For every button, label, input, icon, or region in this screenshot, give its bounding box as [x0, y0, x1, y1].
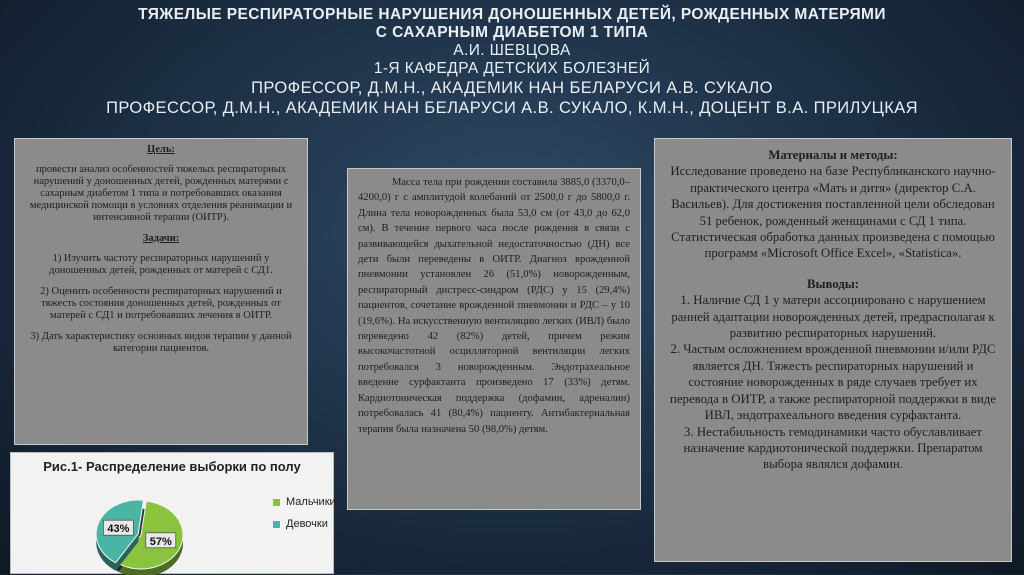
poster-header: [30, 6, 994, 118]
conclusion-3: 3. Нестабильность гемодинамики часто обуславливает назначение кардиотонической поддержки. Препаратом выбора являлся дофамин.: [683, 424, 983, 472]
task-3: 3) Дать характеристику основных видов терапии у данной категории пациентов.: [30, 331, 292, 354]
task-2: 2) Оценить особенности респираторных нарушений и тяжесть состояния доношенных детей, рожденных от матерей с СД1 и потребовавших лечения в ОИТР.: [40, 286, 282, 321]
chart-title: Рис.1- Распределение выборки по полу: [43, 459, 301, 474]
department: 1-Я КАФЕДРА ДЕТСКИХ БОЛЕЗНЕЙ: [373, 60, 651, 77]
pie-data-label-girls: [103, 520, 133, 535]
author-name: А.И. ШЕВЦОВА: [453, 42, 571, 59]
legend-label-boys: Мальчики: [286, 496, 336, 508]
conclusion-1: 1. Наличие СД 1 у матери ассоциировано с нарушением ранней адаптации новорожденных детей, предрасполагая к развитию респираторных нарушений.: [671, 293, 995, 341]
results-panel: [347, 168, 641, 510]
legend-item-girls: [273, 513, 336, 535]
svg-text:43%: 43%: [107, 523, 130, 536]
task-1: 1) Изучить частоту респираторных нарушений у доношенных детей, рожденных от матерей с СД1.: [49, 253, 273, 276]
conclusions-list: [667, 292, 999, 472]
title-line-2: С САХАРНЫМ ДИАБЕТОМ 1 ТИПА: [375, 24, 649, 41]
methods-panel: [654, 138, 1012, 562]
legend-label-girls: Девочки: [286, 518, 328, 530]
goals-panel: [14, 138, 308, 445]
svg-text:57%: 57%: [149, 535, 172, 548]
supervisor-2: ПРОФЕССОР, Д.М.Н., АКАДЕМИК НАН БЕЛАРУСИ А.В. СУКАЛО, К.М.Н., ДОЦЕНТ В.А. ПРИЛУЦКАЯ: [106, 99, 918, 117]
chart-legend: [273, 491, 336, 535]
tasks-heading: Задачи:: [142, 233, 180, 244]
results-text: Масса тела при рождении составила 3885,0 (3370,0–4200,0) г с амплитудой колебаний от 2500,0 г до 5800,0 г. Длина тела новорожденных была 53,0 см (от 43,0 до 62,0 см). В течение первого часа после рождения в связи с развивающейся дыхательной недостаточностью (ДН) все дети были переведены в ОИТР. Диагноз врожденной пневмонии установлен 26 (51,0%) новорожденным, респираторный дистресс-синдром (РДС) у 15 (29,4%) пациентов, сочетание врожденной пневмонии и РДС – у 10 (19,6%). На искусственную вентиляцию легких (ИВЛ) было переведено 42 (82%) детей, причем режим высокочастотной осцилляторной вентиляции легких потребовался 3 новорожденным. Эндотрахеальное введение сурфактанта произведено 17 (33%) детям. Кардиотоническая поддержка (дофамин, адреналин) потребовалась 41 (80,4%) пациенту. Антибактериальная терапия была назначена 50 (98,0%) детям.: [358, 177, 630, 435]
supervisor-1: ПРОФЕССОР, Д.М.Н., АКАДЕМИК НАН БЕЛАРУСИ А.В. СУКАЛО: [251, 79, 773, 97]
goal-text: провести анализ особенностей тяжелых респираторных нарушений у доношенных детей, рожденных матерями с сахарным диабетом 1 типа и потребовавших оказания медицинской помощи в условиях отделения реанимации и интенсивной терапии (ОИТР).: [29, 164, 293, 223]
conclusion-2: 2. Частым осложнением врожденной пневмонии и/или РДС является ДН. Тяжесть респираторных нарушений и состояние новорожденных в ряде случаев требует их перевода в ОИТР, а также респираторной поддержки в виде ИВЛ, эндотрахеального введения сурфактанта.: [670, 342, 996, 423]
pie-data-label-boys: [146, 533, 176, 548]
goal-heading: Цель:: [147, 144, 175, 155]
legend-swatch-boys: [273, 499, 280, 506]
title-line-1: ТЯЖЕЛЫЕ РЕСПИРАТОРНЫЕ НАРУШЕНИЯ ДОНОШЕННЫХ ДЕТЕЙ, РОЖДЕННЫХ МАТЕРЯМИ: [138, 6, 886, 23]
legend-swatch-girls: [273, 521, 280, 528]
methods-text: Исследование проведено на базе Республиканского научно-практического центра «Мать и дитя» (директор С.А. Васильев). Для достижения поставленной цели обследован 51 ребенок, рожденный женщинами с СД 1 типа. Статистическая обработка данных произведена с помощью программ «Microsoft Office Excel», «Statistica».: [670, 164, 996, 261]
methods-heading: Материалы и методы:: [768, 148, 898, 162]
conclusions-heading: Выводы:: [806, 276, 860, 291]
legend-item-boys: [273, 491, 336, 513]
gender-chart: [10, 452, 334, 574]
